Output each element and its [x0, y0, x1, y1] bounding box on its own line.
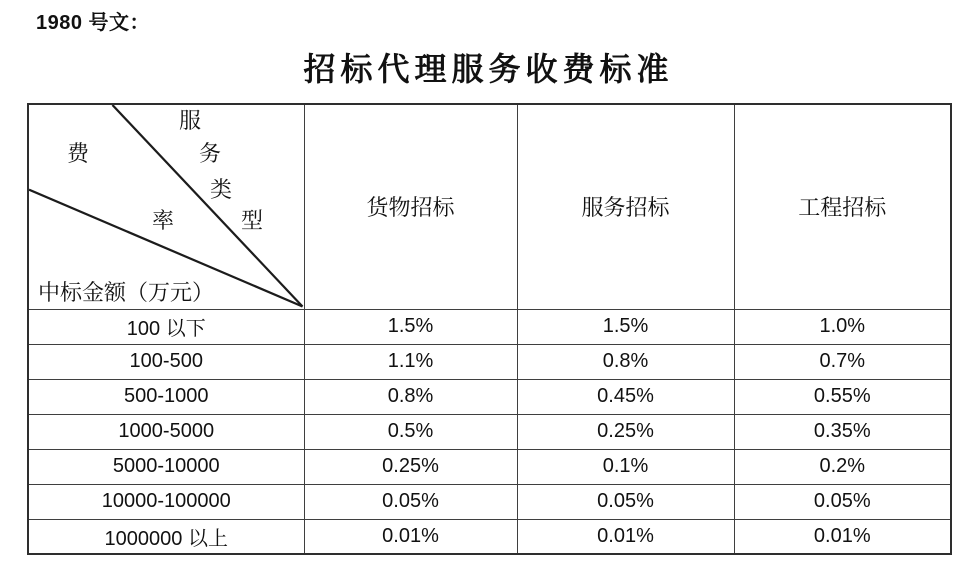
service-rate-cell: 0.05% [517, 484, 734, 519]
table-row [28, 519, 951, 554]
service-rate-cell: 0.25% [517, 414, 734, 449]
table-row [28, 414, 951, 449]
amount-range-cell: 10000-100000 [28, 484, 304, 519]
engineering-rate-cell: 0.2% [734, 449, 951, 484]
corner-service-char-4: 型 [241, 208, 264, 233]
column-header-goods: 货物招标 [304, 104, 517, 309]
doc-reference-label: 1980 号文： [36, 12, 151, 34]
corner-fee-char-2: 率 [152, 208, 175, 233]
engineering-rate-cell: 0.35% [734, 414, 951, 449]
engineering-rate-cell: 0.01% [734, 519, 951, 554]
amount-range-cell: 100 以下 [28, 309, 304, 344]
amount-range-cell: 100-500 [28, 344, 304, 379]
service-rate-cell: 0.01% [517, 519, 734, 554]
amount-range-cell: 1000000 以上 [28, 519, 304, 554]
amount-range-cell: 1000-5000 [28, 414, 304, 449]
table-row [28, 449, 951, 484]
table-row [28, 379, 951, 414]
service-rate-cell: 0.45% [517, 379, 734, 414]
column-header-service: 服务招标 [517, 104, 734, 309]
goods-rate-cell: 0.5% [304, 414, 517, 449]
table-row [28, 484, 951, 519]
service-rate-cell: 0.8% [517, 344, 734, 379]
service-rate-cell: 1.5% [517, 309, 734, 344]
diagonal-corner-inner [29, 105, 304, 309]
goods-rate-cell: 1.5% [304, 309, 517, 344]
amount-range-cell: 500-1000 [28, 379, 304, 414]
service-rate-cell: 0.1% [517, 449, 734, 484]
engineering-rate-cell: 0.55% [734, 379, 951, 414]
corner-service-char-3: 类 [210, 177, 233, 202]
goods-rate-cell: 1.1% [304, 344, 517, 379]
goods-rate-cell: 0.25% [304, 449, 517, 484]
corner-amount-label: 中标金额（万元） [38, 279, 215, 305]
amount-range-cell: 5000-10000 [28, 449, 304, 484]
table-row [28, 344, 951, 379]
table-row [28, 309, 951, 344]
goods-rate-cell: 0.8% [304, 379, 517, 414]
diagonal-lines [29, 105, 304, 309]
goods-rate-cell: 0.01% [304, 519, 517, 554]
corner-fee-char-1: 费 [67, 141, 90, 166]
page-title: 招标代理服务收费标准 [303, 51, 674, 87]
goods-rate-cell: 0.05% [304, 484, 517, 519]
fee-standard-table [27, 103, 952, 555]
column-header-engineering: 工程招标 [734, 104, 951, 309]
table-header-row [28, 104, 951, 309]
engineering-rate-cell: 1.0% [734, 309, 951, 344]
engineering-rate-cell: 0.05% [734, 484, 951, 519]
corner-service-char-1: 服 [179, 108, 202, 133]
engineering-rate-cell: 0.7% [734, 344, 951, 379]
corner-service-char-2: 务 [199, 141, 222, 166]
diagonal-corner-cell [28, 104, 304, 309]
